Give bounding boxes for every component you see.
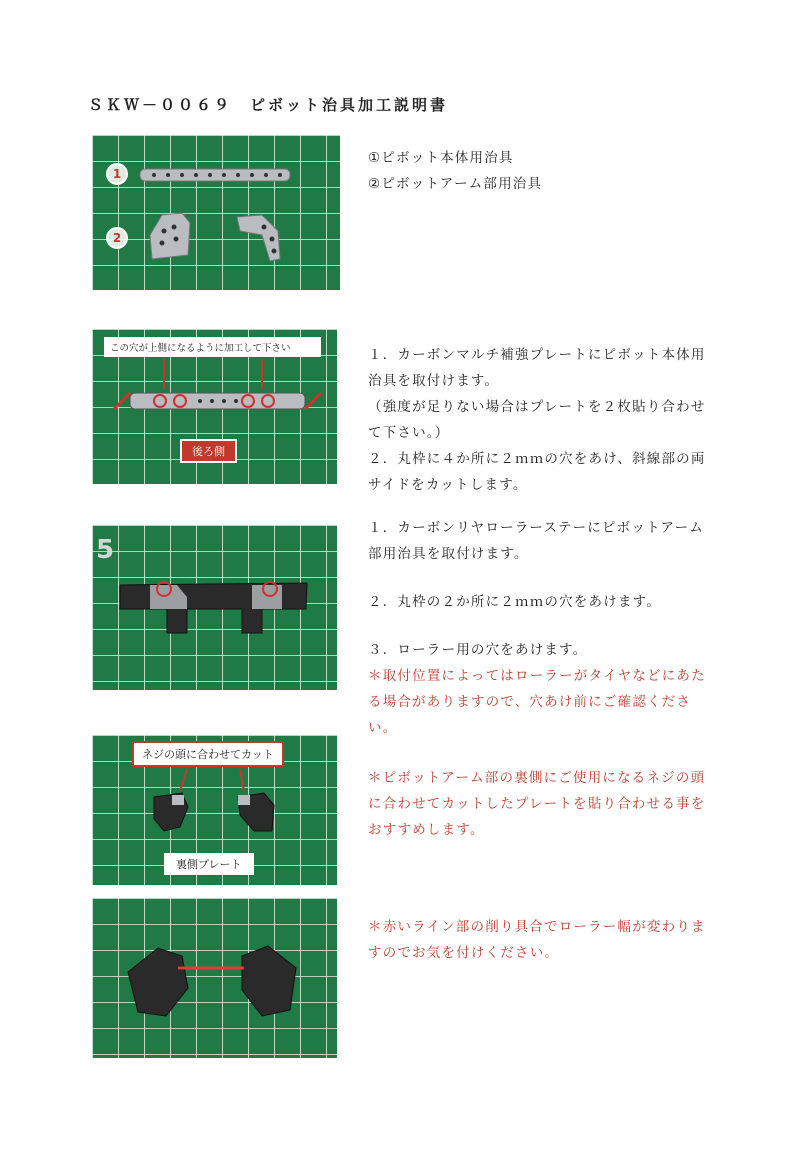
photo-pivot-body — [92, 329, 337, 484]
text-line: ２．丸枠に４か所に２ｍｍの穴をあけ、斜線部の両サイドをカットします。 — [368, 451, 706, 493]
document-title: ＳＫＷ－００６９ ピボット治具加工説明書 — [88, 96, 449, 114]
photo-jigs — [92, 135, 340, 290]
number-marker-2: 2 — [106, 227, 128, 249]
text-line: （強度が足りない場合はプレートを２枚貼り合わせて下さい。） — [368, 399, 706, 441]
label-back-side: 後ろ側 — [180, 439, 237, 463]
photo-red-line — [92, 898, 337, 1058]
text-line: １．カーボンマルチ補強プレートにピボット本体用治具を取付けます。 — [368, 347, 706, 389]
section-3-text — [368, 515, 718, 741]
section-2-text — [368, 342, 718, 498]
photo-red-line-graphic — [92, 898, 337, 1058]
section-4-text — [368, 765, 718, 843]
label-back-plate: 裏側プレート — [164, 853, 254, 875]
photo-jigs-graphic — [92, 135, 340, 290]
label-top-note: この穴が上側になるように加工して下さい — [104, 337, 321, 357]
photo-back-plate — [92, 735, 337, 885]
text-line: ３．ローラー用の穴をあけます。 — [368, 642, 588, 658]
photo-roller-stay-graphic — [92, 525, 337, 690]
text-line: ①ピボット本体用治具 — [368, 150, 514, 166]
number-marker-1: 1 — [106, 163, 128, 185]
text-line: １．カーボンリヤローラーステーにピボットアーム部用治具を取付けます。 — [368, 520, 705, 562]
warning-text: ＊ピボットアーム部の裏側にご使用になるネジの頭に合わせてカットしたプレートを貼り合わせる事をおすすめします。 — [368, 770, 706, 838]
section-1-text — [368, 145, 718, 197]
label-cut-note: ネジの頭に合わせてカット — [132, 741, 284, 767]
warning-text: ＊取付位置によってはローラーがタイヤなどにあたる場合がありますので、穴あけ前にご確認ください。 — [368, 668, 706, 736]
corner-number: 5 — [96, 535, 115, 565]
photo-roller-stay — [92, 525, 337, 690]
text-line: ②ピボットアーム部用治具 — [368, 176, 543, 192]
section-5-text — [368, 914, 718, 966]
text-line: ２．丸枠の２か所に２ｍｍの穴をあけます。 — [368, 594, 661, 610]
warning-text: ＊赤いライン部の削り具合でローラー幅が変わりますのでお気を付けください。 — [368, 919, 706, 961]
